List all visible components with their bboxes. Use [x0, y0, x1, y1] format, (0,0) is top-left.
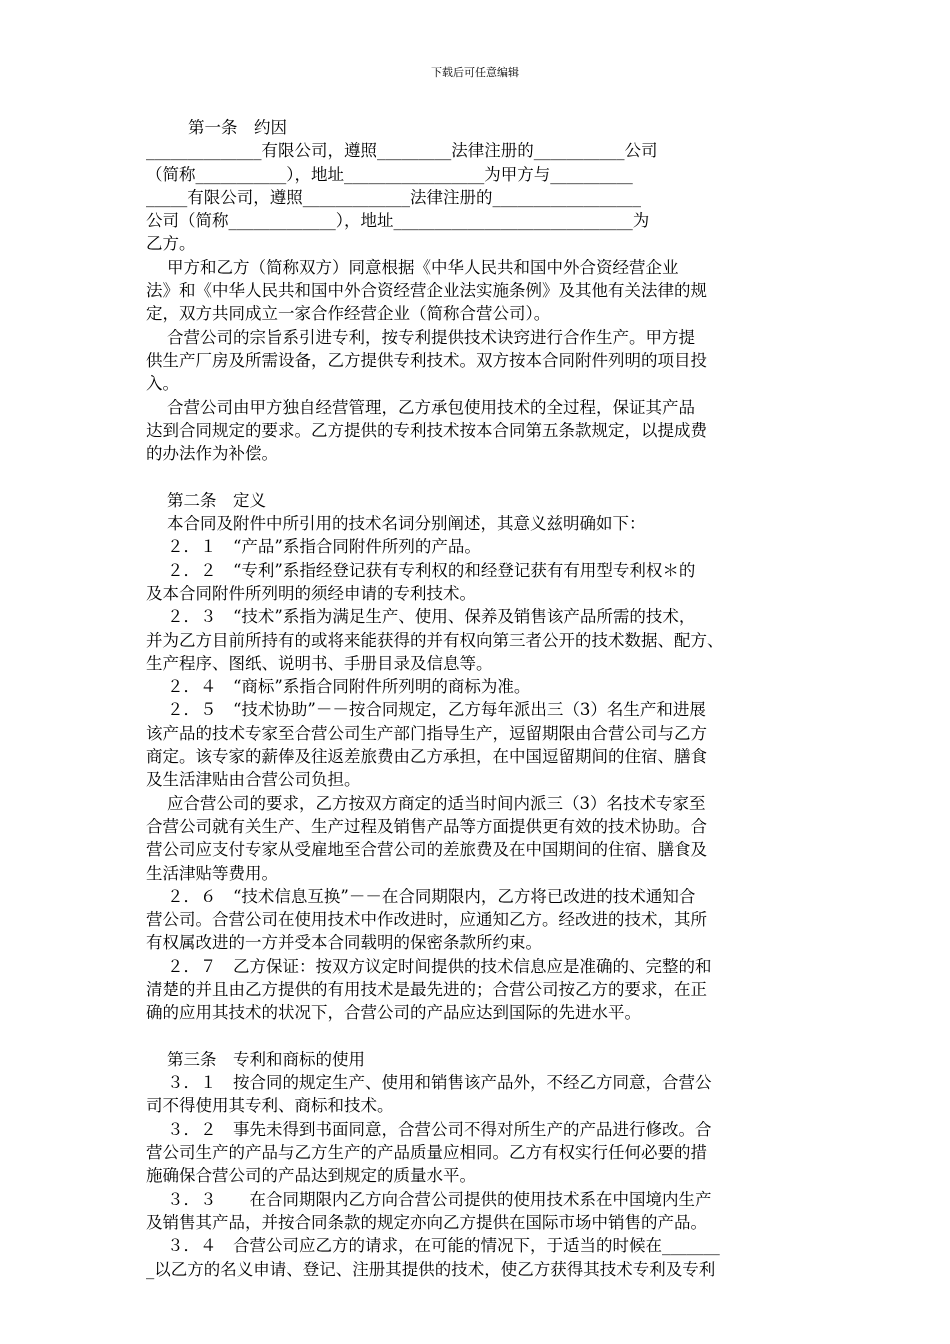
text-line: 的办法作为补偿。	[146, 444, 278, 464]
text-line: 定，双方共同成立一家合作经营企业（简称合营公司）。	[146, 304, 551, 324]
text-line: 公司（简称_____________），地址_____________________________为	[146, 211, 650, 231]
text-line: ２．１ “产品”系指合同附件所列的产品。	[146, 537, 481, 557]
blank-line	[146, 1025, 816, 1048]
text-line: 本合同及附件中所引用的技术名词分别阐述，其意义兹明确如下：	[146, 514, 646, 534]
text-line: ２．７ 乙方保证：按双方议定时间提供的技术信息应是准确的、完整的和	[146, 956, 712, 976]
text-line: 营公司。合营公司在使用技术中作改进时，应通知乙方。经改进的技术，其所	[146, 910, 707, 930]
text-line: ２．４ “商标”系指合同附件所列明的商标为准。	[146, 677, 531, 697]
text-line: 该产品的技术专家至合营公司生产部门指导生产，逗留期限由合营公司与乙方	[146, 723, 707, 743]
text-line: 营公司应支付专家从受雇地至合营公司的差旅费及在中国期间的住宿、膳食及	[146, 840, 707, 860]
text-line: ２．６ “技术信息互换”－－在合同期限内，乙方将已改进的技术通知合	[146, 886, 696, 906]
text-line: 及本合同附件所列明的须经申请的专利技术。	[146, 583, 476, 603]
text-line: 甲方和乙方（简称双方）同意根据《中华人民共和国中外合资经营企业	[146, 257, 679, 277]
text-line: 应合营公司的要求，乙方按双方商定的适当时间内派三（3）名技术专家至	[146, 793, 706, 813]
text-line: 合营公司由甲方独自经营管理，乙方承包使用技术的全过程，保证其产品	[146, 397, 695, 417]
text-line: _____有限公司，遵照_____________法律注册的__________________	[146, 187, 641, 207]
text-line: ３．３ 在合同期限内乙方向合营公司提供的使用技术系在中国境内生产	[146, 1189, 712, 1209]
text-line: ３．４ 合营公司应乙方的请求，在可能的情况下，于适当的时候在_______	[146, 1236, 720, 1256]
text-line: 商定。该专家的薪俸及往返差旅费由乙方承担，在中国逗留期间的住宿、膳食	[146, 747, 707, 767]
text-line: ２．２ “专利”系指经登记获有专利权的和经登记获有有用型专利权＊的	[146, 560, 696, 580]
text-line: 合营公司的宗旨系引进专利，按专利提供技术诀窍进行合作生产。甲方提	[146, 327, 695, 347]
text-line: 达到合同规定的要求。乙方提供的专利技术按本合同第五条款规定，以提成费	[146, 420, 707, 440]
text-line: 及生活津贴由合营公司负担。	[146, 770, 361, 790]
contract-body	[146, 116, 816, 1281]
text-line: _以乙方的名义申请、登记、注册其提供的技术，使乙方获得其技术专利及专利	[146, 1259, 716, 1279]
text-line: 乙方。	[146, 234, 196, 254]
text-line: 并为乙方目前所持有的或将来能获得的并有权向第三者公开的技术数据、配方、	[146, 630, 724, 650]
text-line: 第二条 定义	[146, 490, 266, 510]
text-line: ２．５ “技术协助”－－按合同规定，乙方每年派出三（3）名生产和进展	[146, 700, 706, 720]
page-header: 下载后可任意编辑	[431, 66, 519, 79]
text-line: 有权属改进的一方并受本合同载明的保密条款所约束。	[146, 933, 542, 953]
text-line: 供生产厂房及所需设备，乙方提供专利技术。双方按本合同附件列明的项目投	[146, 350, 707, 370]
text-line: 第三条 专利和商标的使用	[146, 1049, 365, 1069]
text-line: 合营公司就有关生产、生产过程及销售产品等方面提供更有效的技术协助。合	[146, 816, 707, 836]
text-line: 第一条 约因	[146, 118, 287, 137]
text-line: 确的应用其技术的状况下，合营公司的产品应达到国际的先进水平。	[146, 1003, 641, 1023]
text-line: 施确保合营公司的产品达到规定的质量水平。	[146, 1166, 476, 1186]
text-line: 司不得使用其专利、商标和技术。	[146, 1096, 394, 1116]
text-line: 入。	[146, 374, 179, 394]
text-line: 清楚的并且由乙方提供的有用技术是最先进的；合营公司按乙方的要求，在正	[146, 979, 707, 999]
text-line: （简称___________），地址_________________为甲方与__________	[146, 164, 633, 184]
text-line: 生产程序、图纸、说明书、手册目录及信息等。	[146, 653, 493, 673]
blank-line	[146, 465, 816, 488]
text-line: ３．２ 事先未得到书面同意，合营公司不得对所生产的产品进行修改。合	[146, 1119, 712, 1139]
text-line: ２．３ “技术”系指为满足生产、使用、保养及销售该产品所需的技术，	[146, 607, 696, 627]
text-line: 生活津贴等费用。	[146, 863, 278, 883]
text-line: ______________有限公司，遵照_________法律注册的___________公司	[146, 141, 658, 161]
text-line: ３．１ 按合同的规定生产、使用和销售该产品外，不经乙方同意，合营公	[146, 1073, 712, 1093]
text-line: 法》和《中华人民共和国中外合资经营企业法实施条例》及其他有关法律的规	[146, 281, 707, 301]
text-line: 及销售其产品，并按合同条款的规定亦向乙方提供在国际市场中销售的产品。	[146, 1212, 707, 1232]
text-line: 营公司生产的产品与乙方生产的产品质量应相同。乙方有权实行任何必要的措	[146, 1143, 707, 1163]
